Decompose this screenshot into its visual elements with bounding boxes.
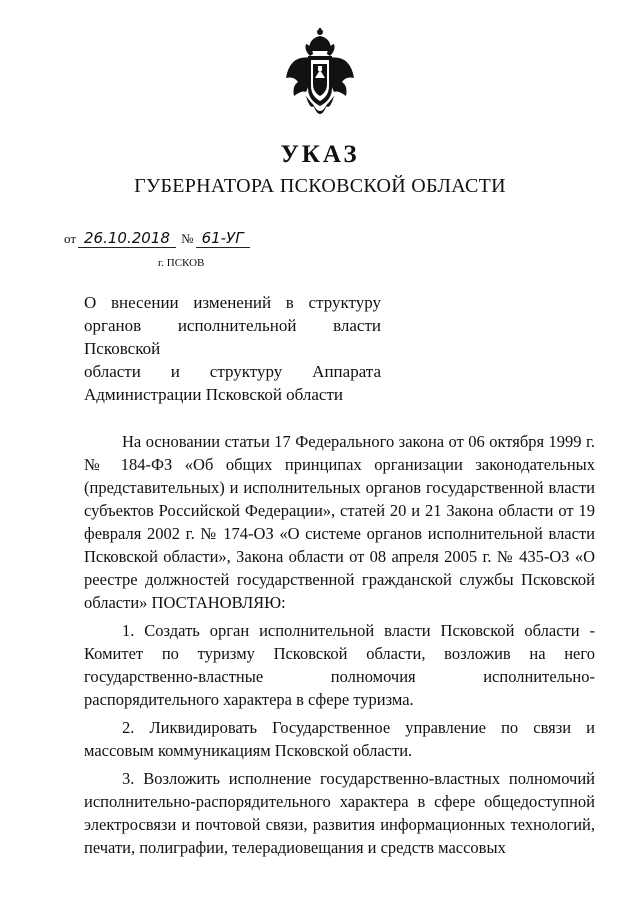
document-subject: [84, 291, 381, 406]
date-number-line: [64, 229, 252, 248]
document-body: [84, 430, 595, 859]
subject-line: О внесении изменений в структуру: [84, 293, 381, 312]
city-label: г. ПСКОВ: [158, 257, 205, 269]
handwritten-number: 61-УГ: [196, 229, 250, 248]
handwritten-date: 26.10.2018: [78, 229, 176, 248]
date-prefix: от: [64, 231, 77, 246]
body-paragraph-item-1: 1. Создать орган исполнительной власти Псковской области - Комитет по туризму Псковской области, возложив на него государственно-властные полномочия исполнительно-распорядительного характера в сфере туризма.: [84, 621, 595, 709]
document-subtitle: ГУБЕРНАТОРА ПСКОВСКОЙ ОБЛАСТИ: [134, 175, 506, 197]
document-title: УКАЗ: [280, 141, 360, 168]
body-paragraph-preamble: На основании статьи 17 Федерального закона от 06 октября 1999 г. № 184-ФЗ «Об общих принципах организации законодательных (представительных) и исполнительных органов государственной власти субъектов Российской Федерации», статей 20 и 21 Закона области от 19 февраля 2002 г. № 174-ОЗ «О системе органов исполнительной власти Псковской области», Закона области от 08 апреля 2005 г. № 435-ОЗ «О реестре должностей государственной гражданской службы Псковской области» ПОСТАНОВЛЯЮ:: [84, 432, 595, 612]
subject-line: области и структуру Аппарата: [84, 362, 381, 381]
body-paragraph-item-2: 2. Ликвидировать Государственное управление по связи и массовым коммуникациям Псковской области.: [84, 718, 595, 760]
subject-line: органов исполнительной власти Псковской: [84, 316, 381, 358]
pskov-coat-of-arms-icon: [284, 26, 356, 122]
number-prefix: №: [181, 231, 194, 246]
body-paragraph-item-3: 3. Возложить исполнение государственно-властных полномочий исполнительно-распорядительного характера в сфере общедоступной электросвязи и почтовой связи, развития информационных технологий, печати, полиграфии, телерадиовещания и средств массовых: [84, 769, 595, 857]
subject-line: Администрации Псковской области: [84, 385, 344, 404]
